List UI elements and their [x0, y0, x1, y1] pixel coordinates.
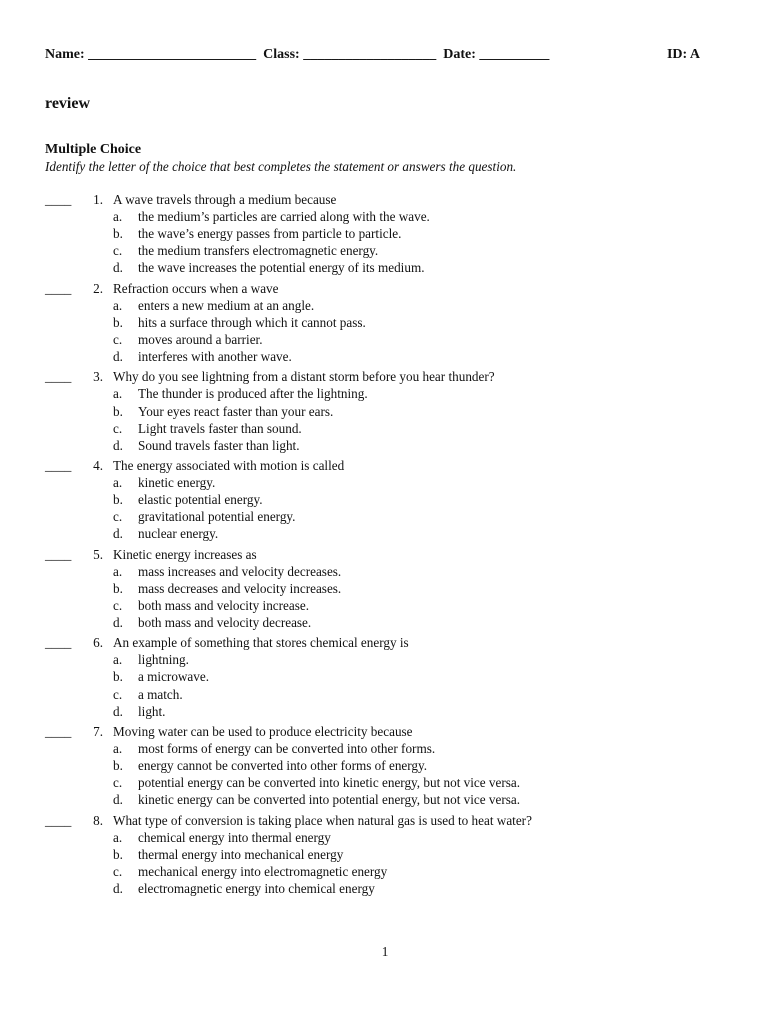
question-row	[45, 191, 725, 208]
answer-blank[interactable]: ____	[45, 369, 72, 385]
question-number: 4.	[93, 457, 103, 473]
choice-text: Light travels faster than sound.	[138, 420, 302, 436]
choice-letter: c.	[113, 863, 123, 879]
question-item	[45, 368, 725, 453]
question-text: What type of conversion is taking place when natural gas is used to heat water?	[113, 812, 532, 828]
choice-text: chemical energy into thermal energy	[138, 829, 331, 845]
choice-letter: a.	[113, 652, 123, 668]
choice-item	[45, 297, 725, 314]
choice-text: elastic potential energy.	[138, 492, 263, 508]
choice-letter: c.	[113, 509, 123, 525]
choice-text: the medium transfers electromagnetic energy.	[138, 243, 379, 259]
choice-letter: a.	[113, 829, 123, 845]
answer-blank[interactable]: ____	[45, 546, 72, 562]
choice-item	[45, 474, 725, 491]
choice-item	[45, 829, 725, 846]
choice-text: kinetic energy can be converted into potential energy, but not vice versa.	[138, 792, 521, 808]
question-text: Moving water can be used to produce electricity because	[113, 723, 413, 739]
choice-item	[45, 597, 725, 614]
choice-item	[45, 791, 725, 808]
choice-text: both mass and velocity increase.	[138, 597, 310, 613]
choice-letter: a.	[113, 475, 123, 491]
choice-item	[45, 703, 725, 720]
choice-letter: b.	[113, 314, 123, 330]
choice-text: lightning.	[138, 652, 189, 668]
choice-letter: b.	[113, 580, 123, 596]
question-number: 1.	[93, 192, 103, 207]
choice-letter: d.	[113, 880, 123, 896]
question-number: 5.	[93, 546, 103, 562]
question-text: A wave travels through a medium because	[113, 192, 337, 207]
test-id: ID: A	[666, 47, 700, 62]
choice-letter: c.	[113, 597, 123, 613]
choice-text: Your eyes react faster than your ears.	[138, 403, 334, 419]
choice-letter: d.	[113, 792, 123, 808]
question-item	[45, 723, 725, 808]
choice-letter: c.	[113, 775, 123, 791]
choice-item	[45, 208, 725, 225]
choice-item	[45, 420, 725, 437]
choice-letter: a.	[113, 741, 123, 757]
choice-text: hits a surface through which it cannot pass.	[138, 314, 366, 330]
question-number: 8.	[93, 812, 103, 828]
question-number: 6.	[93, 635, 103, 651]
choice-letter: d.	[113, 260, 123, 276]
choice-text: nuclear energy.	[138, 526, 219, 542]
choice-letter: b.	[113, 669, 123, 685]
choice-letter: a.	[113, 209, 123, 225]
page-header	[45, 47, 705, 67]
choice-item	[45, 651, 725, 668]
choice-letter: d.	[113, 615, 123, 630]
answer-blank[interactable]: ____	[45, 812, 72, 828]
question-text: The energy associated with motion is called	[113, 457, 345, 473]
choice-item	[45, 385, 725, 402]
question-item	[45, 191, 725, 276]
name-class-date-fields: Name: ________________________ Class: ___________________ Date: __________	[45, 47, 550, 62]
choice-text: Sound travels faster than light.	[138, 437, 300, 453]
question-row	[45, 280, 725, 297]
choice-letter: c.	[113, 243, 123, 259]
question-item	[45, 280, 725, 365]
choice-item	[45, 491, 725, 508]
choice-item	[45, 740, 725, 757]
choice-text: light.	[138, 703, 166, 719]
answer-blank[interactable]: ____	[45, 457, 72, 473]
section-heading: Multiple Choice	[45, 142, 142, 157]
choice-text: both mass and velocity decrease.	[138, 615, 312, 630]
choice-text: the wave increases the potential energy of its medium.	[138, 260, 425, 276]
choice-item	[45, 880, 725, 897]
choice-letter: c.	[113, 331, 123, 347]
question-item	[45, 812, 725, 897]
page-number: 1	[381, 944, 389, 959]
choice-letter: d.	[113, 703, 123, 719]
answer-blank[interactable]: ____	[45, 192, 72, 207]
choice-text: a match.	[138, 686, 183, 702]
choice-item	[45, 580, 725, 597]
choice-letter: d.	[113, 437, 123, 453]
choice-item	[45, 774, 725, 791]
question-number: 7.	[93, 723, 103, 739]
question-row	[45, 812, 725, 829]
answer-blank[interactable]: ____	[45, 723, 72, 739]
question-number: 3.	[93, 369, 103, 385]
choice-text: moves around a barrier.	[138, 331, 263, 347]
choice-item	[45, 331, 725, 348]
question-row	[45, 368, 725, 385]
choice-text: most forms of energy can be converted into other forms.	[138, 741, 436, 757]
answer-blank[interactable]: ____	[45, 635, 72, 651]
choice-text: electromagnetic energy into chemical energy	[138, 880, 375, 896]
question-item	[45, 457, 725, 542]
choice-item	[45, 437, 725, 454]
question-text: Why do you see lightning from a distant storm before you hear thunder?	[113, 369, 495, 385]
choice-item	[45, 668, 725, 685]
choice-item	[45, 846, 725, 863]
choice-item	[45, 225, 725, 242]
question-row	[45, 546, 725, 563]
choice-text: the wave’s energy passes from particle to particle.	[138, 226, 402, 242]
choice-text: mass increases and velocity decreases.	[138, 563, 342, 579]
question-row	[45, 457, 725, 474]
answer-blank[interactable]: ____	[45, 280, 72, 296]
choice-letter: b.	[113, 758, 123, 774]
choice-item	[45, 348, 725, 365]
choice-item	[45, 757, 725, 774]
choice-item	[45, 863, 725, 880]
choice-letter: a.	[113, 297, 123, 313]
choice-letter: a.	[113, 563, 123, 579]
choice-item	[45, 403, 725, 420]
choice-item	[45, 686, 725, 703]
choice-item	[45, 614, 725, 631]
question-text: Refraction occurs when a wave	[113, 280, 279, 296]
choice-text: kinetic energy.	[138, 475, 216, 491]
choice-letter: b.	[113, 226, 123, 242]
choice-text: mechanical energy into electromagnetic energy	[138, 863, 388, 879]
question-number: 2.	[93, 280, 103, 296]
choice-item	[45, 508, 725, 525]
question-row	[45, 634, 725, 651]
choice-item	[45, 314, 725, 331]
question-text: Kinetic energy increases as	[113, 546, 257, 562]
choice-item	[45, 525, 725, 542]
choice-letter: d.	[113, 349, 123, 365]
choice-item	[45, 259, 725, 276]
choice-text: the medium’s particles are carried along with the wave.	[138, 209, 430, 225]
choice-text: thermal energy into mechanical energy	[138, 846, 344, 862]
choice-letter: c.	[113, 686, 123, 702]
choice-letter: b.	[113, 846, 123, 862]
choice-text: The thunder is produced after the lightning.	[138, 386, 368, 402]
choice-text: energy cannot be converted into other forms of energy.	[138, 758, 428, 774]
choice-text: potential energy can be converted into kinetic energy, but not vice versa.	[138, 775, 521, 791]
choice-letter: b.	[113, 492, 123, 508]
choice-text: gravitational potential energy.	[138, 509, 296, 525]
choice-letter: c.	[113, 420, 123, 436]
choice-text: mass decreases and velocity increases.	[138, 580, 342, 596]
choice-text: a microwave.	[138, 669, 210, 685]
question-row	[45, 723, 725, 740]
choice-item	[45, 563, 725, 580]
choice-letter: b.	[113, 403, 123, 419]
instructions: Identify the letter of the choice that best completes the statement or answers the question.	[45, 159, 517, 174]
choice-text: enters a new medium at an angle.	[138, 297, 315, 313]
choice-item	[45, 242, 725, 259]
question-item	[45, 546, 725, 631]
choice-letter: a.	[113, 386, 123, 402]
question-item	[45, 634, 725, 719]
question-list	[45, 191, 725, 900]
choice-text: interferes with another wave.	[138, 349, 292, 365]
page-title: review	[45, 95, 91, 112]
question-text: An example of something that stores chemical energy is	[113, 635, 409, 651]
choice-letter: d.	[113, 526, 123, 542]
